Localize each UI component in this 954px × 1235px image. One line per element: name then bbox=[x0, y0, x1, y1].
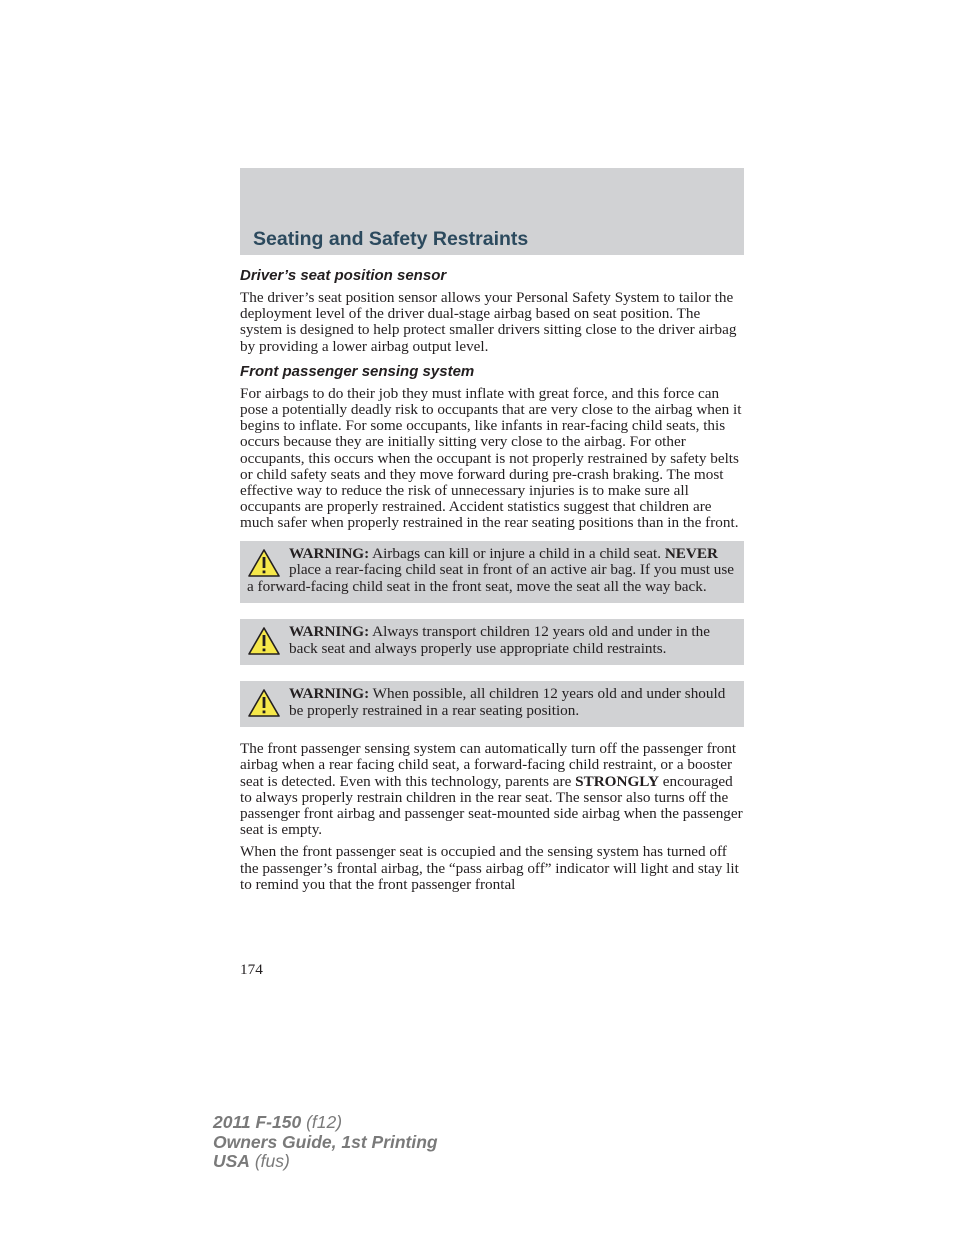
page-content bbox=[240, 266, 744, 893]
front-passenger-paragraph: For airbags to do their job they must inflate with great force, and this force can pose a potentially deadly risk to occupants that are very close to the airbag when it begins to inflate. For some occupants, like infants in rear-facing child seats, this occurs because they are initially sitting very close to the airbag. For other occupants, this occurs when the occupant is not properly restrained by safety belts or child safety seats and they move forward during pre-crash braking. The most effective way to reduce the risk of unnecessary injuries is to make sure all occupants are properly restrained. Accident statistics suggest that children are much safer when properly restrained in the rear seating positions than in the front. bbox=[240, 384, 742, 532]
warning-triangle-icon bbox=[247, 688, 281, 718]
sensing-emphasis: STRONGLY bbox=[575, 772, 659, 790]
footer-model: 2011 F-150 bbox=[213, 1112, 302, 1132]
warning-label: WARNING: bbox=[289, 685, 370, 703]
page-number: 174 bbox=[240, 961, 263, 978]
warning-triangle-icon bbox=[247, 626, 281, 656]
front-passenger-heading: Front passenger sensing system bbox=[240, 362, 475, 380]
warning-box-3 bbox=[240, 681, 744, 727]
footer-model-code: (f12) bbox=[301, 1112, 343, 1132]
warning-text: Airbags can kill or injure a child in a child seat. bbox=[369, 544, 665, 562]
occupied-seat-paragraph: When the front passenger seat is occupied and the sensing system has turned off the passenger’s frontal airbag, the “pass airbag off” indicator will light and stay lit to remind you that the front passenger frontal bbox=[240, 843, 739, 893]
warning-box-2 bbox=[240, 619, 744, 665]
footer-region: USA bbox=[213, 1151, 250, 1171]
footer-region-code: (fus) bbox=[249, 1151, 290, 1171]
sensing-text: The front passenger sensing system can automatically turn off the passenger front airbag when a rear facing child seat, a forward-facing child restraint, or a booster seat is detected. Even with this technology, parents are bbox=[240, 740, 737, 790]
footer-guide: Owners Guide, 1st Printing bbox=[213, 1131, 438, 1152]
driver-seat-heading: Driver’s seat position sensor bbox=[240, 267, 447, 284]
document-footer bbox=[213, 1113, 438, 1172]
warning-label: WARNING: bbox=[289, 544, 370, 562]
footer-model-line bbox=[213, 1113, 438, 1133]
sensing-system-paragraph bbox=[240, 741, 744, 838]
sensing-text-continued: encouraged to always properly restrain children in the rear seat. The sensor also turns off the passenger front airbag and passenger seat-mounted side airbag when the passenger seat is empty. bbox=[240, 772, 743, 839]
warning-text: When possible, all children 12 years old and under should be properly restrained in a rear seating position. bbox=[289, 685, 726, 719]
driver-seat-paragraph: The driver’s seat position sensor allows your Personal Safety System to tailor the deployment level of the driver dual-stage airbag based on seat position. The system is designed to help protect smaller drivers sitting close to the driver airbag by providing a lower airbag output level. bbox=[240, 289, 737, 355]
warning-emphasis: NEVER bbox=[664, 544, 718, 562]
section-header-band bbox=[240, 168, 744, 255]
warning-text: Always transport children 12 years old and under in the back seat and always properly use appropriate child restraints. bbox=[289, 623, 710, 657]
section-title: Seating and Safety Restraints bbox=[253, 228, 529, 250]
warning-text-continued: place a rear-facing child seat in front of an active air bag. If you must use a forward-facing child seat in the front seat, move the seat all the way back. bbox=[247, 561, 735, 595]
warning-box-1 bbox=[240, 541, 744, 604]
warning-label: WARNING: bbox=[289, 623, 370, 641]
footer-region-line bbox=[213, 1152, 438, 1172]
warning-triangle-icon bbox=[247, 548, 281, 578]
